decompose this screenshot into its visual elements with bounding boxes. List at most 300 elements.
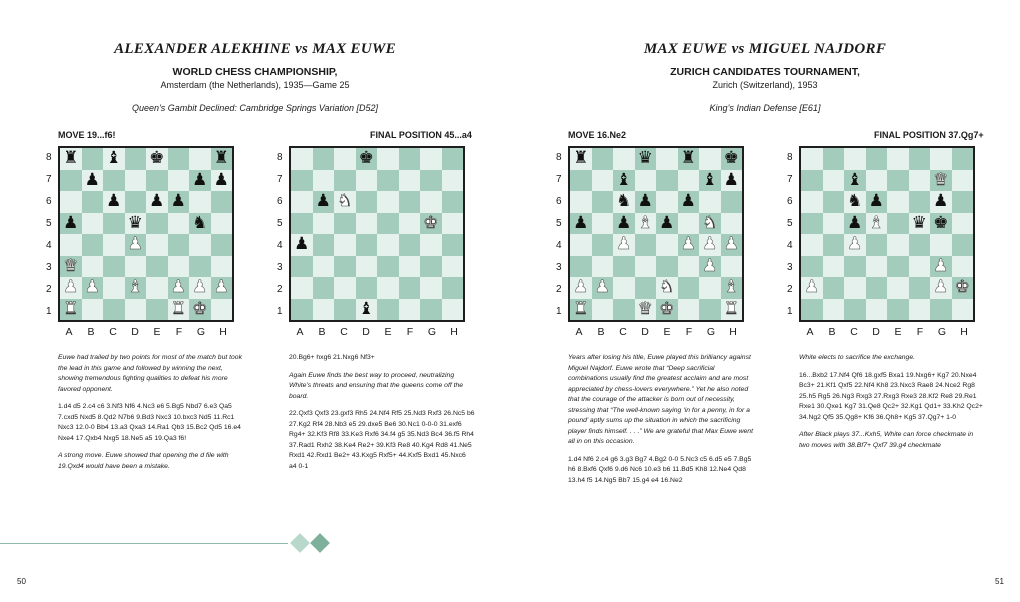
opening-name: Queen’s Gambit Declined: Cambridge Springs Variation [D52] [131,103,379,113]
board-square [592,277,614,299]
board-square [356,299,378,321]
board-square [909,213,931,235]
board-square [442,170,464,192]
board-square [721,277,743,299]
board-square [613,148,635,170]
file-label: C [850,326,858,338]
rank-label: 8 [46,151,52,163]
file-label: B [87,326,95,338]
board-square [291,256,313,278]
board-square [866,191,888,213]
board-square [678,256,700,278]
white-pawn-icon: ♟ [170,277,186,298]
chessboard [289,146,465,322]
diagram-2-label: FINAL POSITION 37.Qg7+ [874,130,984,140]
board-square [635,170,657,192]
file-label: E [384,326,392,338]
board-square [60,277,82,299]
board-square [399,148,421,170]
page-number: 51 [995,577,1004,586]
board-square [801,256,823,278]
black-pawn-icon: ♟ [213,169,229,190]
file-label: F [175,326,183,338]
white-pawn-icon: ♟ [804,277,820,298]
board-square [291,234,313,256]
rank-label: 5 [277,217,283,229]
black-knight-icon: ♞ [847,191,863,212]
black-bishop-icon: ♝ [358,298,374,319]
black-pawn-icon: ♟ [616,212,632,233]
board-square [699,256,721,278]
black-pawn-icon: ♟ [106,191,122,212]
board-square [656,213,678,235]
board-square [399,277,421,299]
black-king-icon: ♚ [358,148,374,169]
board-square [866,170,888,192]
board-square [801,277,823,299]
board-square [377,170,399,192]
board-square [334,191,356,213]
board-square [656,234,678,256]
white-pawn-icon: ♟ [680,234,696,255]
board-square [189,277,211,299]
rank-labels [556,146,566,322]
file-label: D [131,326,139,338]
rank-label: 1 [277,305,283,317]
board-square [168,299,190,321]
diagram-1-label: MOVE 16.Ne2 [568,130,627,140]
board-square [334,234,356,256]
board-square [844,299,866,321]
board-square [656,148,678,170]
black-rook-icon: ♜ [680,148,696,169]
chessboard [799,146,975,322]
board-square [420,256,442,278]
board-square [82,191,104,213]
board-square [146,277,168,299]
board-square [909,170,931,192]
board-square [699,234,721,256]
black-pawn-icon: ♟ [84,169,100,190]
board-square [377,299,399,321]
rank-label: 7 [787,173,793,185]
board-square [823,277,845,299]
black-pawn-icon: ♟ [294,234,310,255]
black-queen-icon: ♛ [637,148,653,169]
board-square [844,148,866,170]
board-square [823,234,845,256]
rank-label: 7 [277,173,283,185]
board-square [909,148,931,170]
rank-labels [46,146,56,322]
board-square [930,213,952,235]
board-square [866,299,888,321]
board-square [635,299,657,321]
board-square [82,277,104,299]
board-square [168,170,190,192]
move-list: 1.d4 Nf6 2.c4 g6 3.g3 Bg7 4.Bg2 0-0 5.Nc3 c5 6.d5 e5 7.Bg5 h6 8.Bxf6 Qxf6 9.d6 Nc6 10.e3 b6 11.Bd5 Kh8 12.Ne4 Qd8 13.h4 f5 14.Ng5 Bb7 15.g4 e4 16.Ne2 [568,455,752,484]
board-square [592,256,614,278]
board-square [189,148,211,170]
white-pawn-icon: ♟ [573,277,589,298]
board-square [613,299,635,321]
rank-label: 4 [277,239,283,251]
file-label: H [960,326,968,338]
board-square [930,299,952,321]
white-king-icon: ♚ [954,277,970,298]
board-square [291,213,313,235]
board-square [887,213,909,235]
board-square [103,277,125,299]
white-pawn-icon: ♟ [847,234,863,255]
board-square [678,213,700,235]
board-square [60,170,82,192]
rank-label: 5 [46,217,52,229]
board-square [613,191,635,213]
board-square [699,213,721,235]
white-king-icon: ♚ [423,212,439,233]
board-square [866,234,888,256]
text-column-2 [799,353,985,458]
board-square [866,256,888,278]
board-square [721,148,743,170]
game-title: MAX EUWE vs MIGUEL NAJDORF [643,41,887,57]
file-label: G [937,326,947,338]
board-square [656,299,678,321]
board-square [635,213,657,235]
board-square [291,277,313,299]
board-square [356,234,378,256]
board-square [146,299,168,321]
board-square [103,234,125,256]
board-square [60,256,82,278]
board-square [952,191,974,213]
rank-label: 3 [46,261,52,273]
rank-label: 8 [787,151,793,163]
board-square [82,213,104,235]
rank-label: 1 [787,305,793,317]
board-square [377,277,399,299]
board-square [125,299,147,321]
text-column-1 [58,353,244,479]
board-square [823,213,845,235]
white-pawn-icon: ♟ [84,277,100,298]
board-square [168,148,190,170]
file-labels [289,326,465,338]
file-label: G [427,326,437,338]
white-rook-icon: ♜ [723,298,739,319]
board-square [82,299,104,321]
board-square [60,191,82,213]
board-square [952,277,974,299]
board-square [146,170,168,192]
board-square [592,170,614,192]
black-pawn-icon: ♟ [659,212,675,233]
page-number: 50 [17,577,26,586]
diagram-1-label: MOVE 19...f6! [58,130,116,140]
board-square [211,213,233,235]
chessboard [58,146,234,322]
text-column-1 [568,353,754,493]
white-queen-icon: ♛ [933,169,949,190]
black-pawn-icon: ♟ [933,191,949,212]
board-square [823,191,845,213]
annotation-paragraph: A strong move. Euwe showed that opening the d file with 19.Qxd4 would have been a mistake. [58,452,229,470]
board-square [442,299,464,321]
board-square [103,148,125,170]
board-square [291,191,313,213]
board-square [866,277,888,299]
black-king-icon: ♚ [149,148,165,169]
board-square [356,277,378,299]
board-square [721,256,743,278]
board-square [125,234,147,256]
file-label: G [706,326,716,338]
board-square [313,213,335,235]
event-place: Zurich (Switzerland), 1953 [712,80,818,90]
board-square [313,256,335,278]
black-pawn-icon: ♟ [63,212,79,233]
board-square [721,213,743,235]
board-square [420,299,442,321]
board-square [909,234,931,256]
board-square [801,170,823,192]
board-square [377,256,399,278]
board-square [189,170,211,192]
board-square [570,277,592,299]
board-square [909,256,931,278]
white-pawn-icon: ♟ [723,234,739,255]
board-square [570,213,592,235]
board-square [420,191,442,213]
board-square [570,299,592,321]
board-square [356,256,378,278]
board-square [146,213,168,235]
white-knight-icon: ♞ [702,212,718,233]
white-knight-icon: ♞ [659,277,675,298]
board-square [442,213,464,235]
file-labels [58,326,234,338]
board-square [592,191,614,213]
board-square [313,148,335,170]
board-square [334,256,356,278]
black-pawn-icon: ♟ [573,212,589,233]
board-square [930,148,952,170]
white-king-icon: ♚ [192,298,208,319]
board-square [334,170,356,192]
move-list: 22.Qxf3 Qxf3 23.gxf3 Rh5 24.Nf4 Rf5 25.Nd3 Rxf3 26.Nc5 b6 27.Kg2 Rf4 28.Nb3 e5 29.dxe5 Be6 30.Nc1 0-0-0 31.exf6 Rg4+ 32.Kf3 Rf8 33.Ke3 Rxf6 34.f4 g5 35.Nd3 Bc4 36.f5 Rh4 37.Rad1 Rxh2 38.Ke4 Re2+ 39.Kf3 Re8 40.Kg4 Rd8 41.Ne5 Rxd1 42.Rxd1 Be2+ 43.Kxg5 Rxf5+ 44.Kxf5 Bxd1 45.Nxc6 a4 0-1 [289,410,475,470]
board-square [60,234,82,256]
board-square [656,277,678,299]
board-square [60,299,82,321]
board-square [146,148,168,170]
board-square [952,256,974,278]
file-labels [799,326,975,338]
rank-label: 7 [46,173,52,185]
rank-label: 2 [277,283,283,295]
board-square [613,213,635,235]
board-square [570,234,592,256]
board-square [699,299,721,321]
black-pawn-icon: ♟ [192,169,208,190]
board-square [146,191,168,213]
diamond-ornament-icon [310,533,330,553]
board-square [103,256,125,278]
board-square [823,148,845,170]
board-square [721,234,743,256]
game-title: ALEXANDER ALEKHINE vs MAX EUWE [114,41,396,57]
board-square [952,213,974,235]
white-pawn-icon: ♟ [933,255,949,276]
board-square [399,234,421,256]
black-pawn-icon: ♟ [868,191,884,212]
white-rook-icon: ♜ [63,298,79,319]
white-pawn-icon: ♟ [616,234,632,255]
board-square [930,234,952,256]
board-square [887,234,909,256]
board-square [291,170,313,192]
opening-name: King’s Indian Defense [E61] [709,103,821,113]
board-square [613,256,635,278]
board-square [82,256,104,278]
rank-labels [787,146,797,322]
diamond-ornament-icon [290,533,310,553]
board-square [125,277,147,299]
board-square [699,191,721,213]
board-square [909,277,931,299]
file-label: B [597,326,605,338]
rank-label: 6 [46,195,52,207]
file-label: F [406,326,414,338]
black-bishop-icon: ♝ [702,169,718,190]
board-square [930,170,952,192]
board-square [592,234,614,256]
file-label: B [318,326,326,338]
rank-label: 1 [46,305,52,317]
white-pawn-icon: ♟ [702,234,718,255]
white-pawn-icon: ♟ [702,255,718,276]
board-square [823,299,845,321]
file-label: E [894,326,902,338]
board-square [844,170,866,192]
board-square [211,148,233,170]
file-label: F [685,326,693,338]
board-square [60,148,82,170]
board-square [377,234,399,256]
black-rook-icon: ♜ [63,148,79,169]
board-square [887,148,909,170]
black-pawn-icon: ♟ [170,191,186,212]
event-place: Amsterdam (the Netherlands), 1935—Game 25 [160,80,350,90]
board-square [699,277,721,299]
board-square [334,277,356,299]
file-label: F [916,326,924,338]
board-square [356,148,378,170]
board-square [570,148,592,170]
board-square [635,191,657,213]
board-square [592,299,614,321]
board-square [211,191,233,213]
white-pawn-icon: ♟ [63,277,79,298]
board-square [146,234,168,256]
board-square [613,277,635,299]
black-bishop-icon: ♝ [847,169,863,190]
board-square [887,170,909,192]
rank-label: 1 [556,305,562,317]
board-square [334,148,356,170]
board-square [103,191,125,213]
board-square [420,148,442,170]
board-square [635,277,657,299]
board-square [442,191,464,213]
rank-label: 8 [277,151,283,163]
rank-label: 2 [787,283,793,295]
board-square [189,299,211,321]
board-square [82,170,104,192]
file-label: G [196,326,206,338]
board-square [356,170,378,192]
board-square [334,299,356,321]
rank-label: 4 [46,239,52,251]
black-rook-icon: ♜ [573,148,589,169]
board-square [420,170,442,192]
board-square [103,299,125,321]
board-square [801,234,823,256]
black-pawn-icon: ♟ [637,191,653,212]
board-square [887,277,909,299]
event-name: WORLD CHESS CHAMPIONSHIP, [172,66,338,78]
board-square [356,213,378,235]
rank-labels [277,146,287,322]
board-square [721,170,743,192]
board-square [399,256,421,278]
file-label: H [219,326,227,338]
text-column-2 [289,353,475,479]
white-queen-icon: ♛ [63,255,79,276]
board-square [377,213,399,235]
rank-label: 5 [787,217,793,229]
event-name: ZURICH CANDIDATES TOURNAMENT, [670,66,860,78]
white-bishop-icon: ♝ [127,277,143,298]
move-list: 16...Bxb2 17.Nf4 Qf6 18.gxf5 Bxa1 19.Nxg6+ Kg7 20.Nxe4 Bc3+ 21.Kf1 Qxf5 22.Nf4 Kh8 23.Nxc3 Rae8 24.Nce2 Rg8 25.h5 Rg5 26.Ng3 Rxg3 27.Rxg3 Rxe3 28.Kf2 Re8 29.Re1 Rxe1 30.Qxe1 Kg7 31.Qe8 Qc2+ 32.Kg1 Qd1+ 33.Kh2 Qc2+ 34.Ng2 Qf5 35.Qg8+ Kf6 36.Qh8+ Kg5 37.Qg7+ 1-0 [799,371,983,421]
black-king-icon: ♚ [723,148,739,169]
board-square [168,277,190,299]
board-square [82,148,104,170]
board-square [103,170,125,192]
board-square [125,191,147,213]
board-square [887,256,909,278]
board-square [887,191,909,213]
board-square [952,299,974,321]
black-knight-icon: ♞ [192,212,208,233]
board-square [211,256,233,278]
black-rook-icon: ♜ [213,148,229,169]
annotation-paragraph: White elects to sacrifice the exchange. [799,354,915,361]
white-queen-icon: ♛ [637,298,653,319]
rank-label: 6 [277,195,283,207]
board-square [211,170,233,192]
file-label: D [362,326,370,338]
board-square [442,256,464,278]
rank-label: 7 [556,173,562,185]
board-square [801,148,823,170]
right-page [510,0,1020,602]
black-king-icon: ♚ [933,212,949,233]
annotation-paragraph: After Black plays 37...Kxh5, White can force checkmate in two moves with 38.Bf7+ Qxf7 39.g4 checkmate [799,431,974,449]
board-square [656,256,678,278]
board-square [125,148,147,170]
rank-label: 4 [556,239,562,251]
